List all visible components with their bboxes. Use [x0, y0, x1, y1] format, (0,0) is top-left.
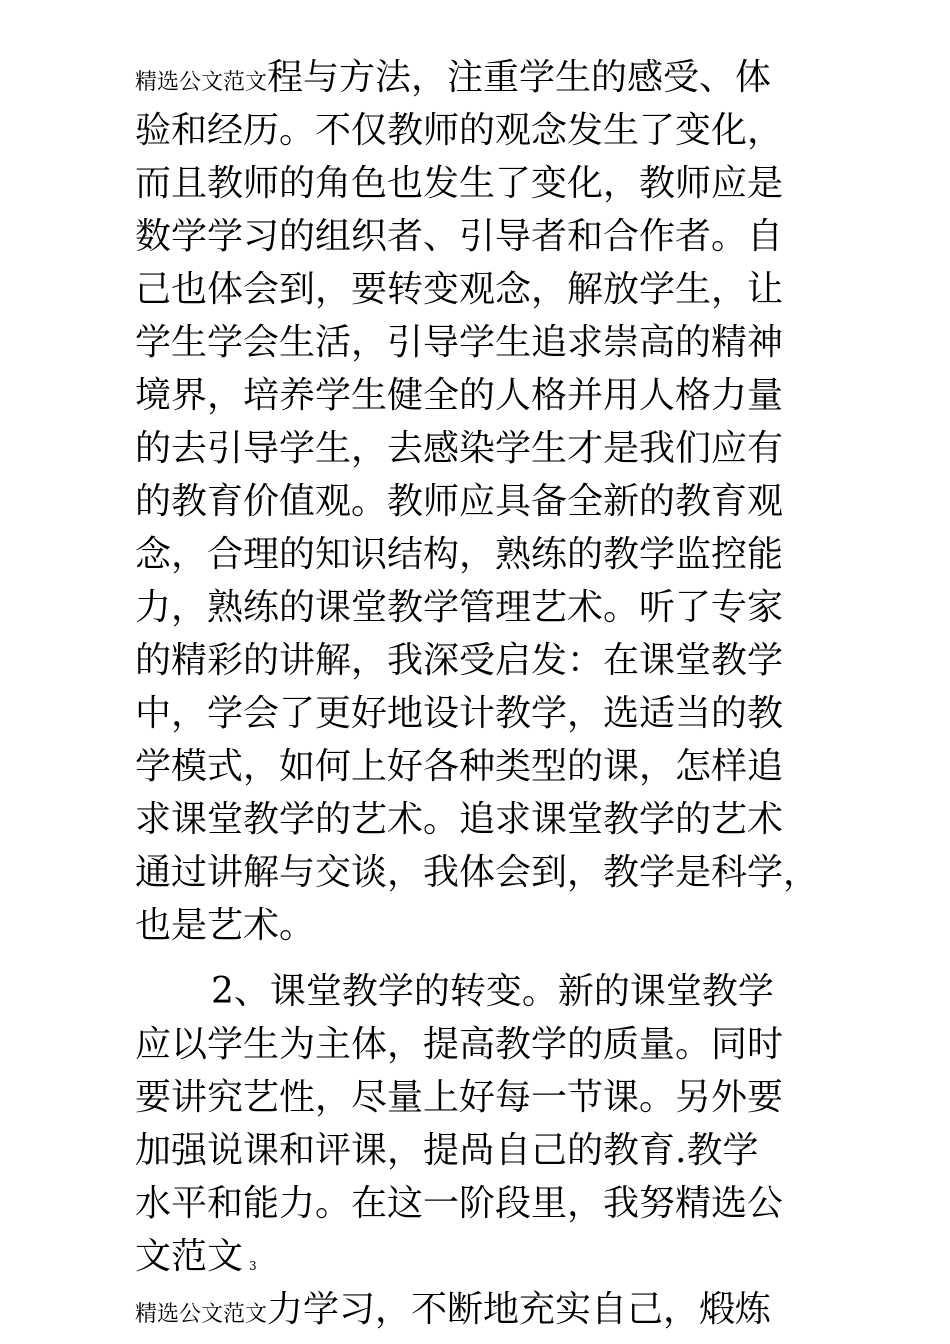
line-text: 文范文 [135, 1236, 244, 1277]
text-line: 数学学习的组织者、引导者和合作者。自 [135, 216, 784, 257]
text-line: 水平和能力。在这一阶段里，我努精选公 [135, 1183, 784, 1224]
text-line: 中，学会了更好地设计教学，选适当的教 [135, 693, 784, 734]
page-number: 3 [249, 1259, 257, 1273]
text-line: 力，熟练的课堂教学管理艺术。听了专家 [135, 587, 784, 628]
line-text: 程与方法，注重学生的感受、体 [267, 57, 772, 98]
text-line: 的去引导学生，去感染学生才是我们应有 [135, 428, 784, 469]
text-line: 的教育价值观。教师应具备全新的教育观 [135, 481, 784, 522]
text-line: 要讲究艺性，尽量上好每一节课。另外要 [135, 1077, 784, 1118]
text-line: 念，合理的知识结构，熟练的教学监控能 [135, 534, 784, 575]
paragraph-start-line: 2、课堂教学的转变。新的课堂教学 [211, 971, 774, 1012]
header-label: 精选公文范文 [135, 70, 268, 95]
text-line: 应以学生为主体，提高教学的质量。同时 [135, 1024, 784, 1065]
text-line: 通过讲解与交谈，我体会到，教学是科学， [135, 852, 820, 893]
text-line [135, 1231, 835, 1283]
text-line: 求课堂教学的艺术。追求课堂教学的艺术 [135, 799, 784, 840]
text-line: 学模式，如何上好各种类型的课，怎样追 [135, 746, 784, 787]
text-line [135, 52, 835, 104]
line-text: 力学习，不断地充实自己，煅炼 [267, 1289, 772, 1330]
text-line: 而且教师的角色也发生了变化，教师应是 [135, 163, 784, 204]
text-line: 学生学会生活，引导学生追求崇高的精神 [135, 322, 784, 363]
text-line: 验和经历。不仅教师的观念发生了变化， [135, 110, 784, 151]
text-line: 也是艺术。 [135, 905, 316, 946]
header-label: 精选公文范文 [135, 1302, 268, 1327]
text-line: 境界，培养学生健全的人格并用人格力量 [135, 375, 784, 416]
text-line: 加强说课和评课，提咼自己的教育.教学 [135, 1130, 759, 1171]
text-line [135, 1284, 835, 1336]
text-line: 己也体会到，要转变观念，解放学生，让 [135, 269, 784, 310]
text-line: 的精彩的讲解，我深受启发：在课堂教学 [135, 640, 784, 681]
